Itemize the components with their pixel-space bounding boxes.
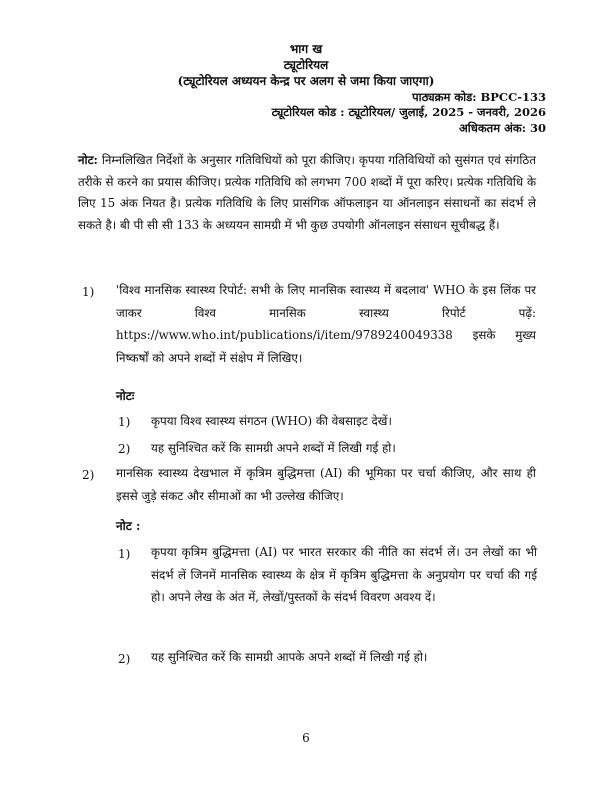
tutorial-heading: ट्यूटोरियल [283, 58, 329, 72]
intro-note-text: निम्नलिखित निर्देशों के अनुसार गतिविधियों को पूरा कीजिए। कृपया गतिविधियों को सुसंगत एवं संगठित तरीके से करने का प्रयास कीजिए। प्रत्येक गतिविधि को लगभग 700 शब्दों में पूरा करिए। प्रत्येक गतिविधि के लिए 15 अंक नियत है। प्रत्येक गतिविधि के लिए प्रासंगिक ऑफलाइन या ऑनलाइन संसाधनों का संदर्भ ले सकते है। बी पी सी सी 133 के अध्ययन सामग्री में भी कुछ उपयोगी ऑनलाइन संसाधन सूचीबद्ध हैं। [78, 153, 537, 232]
item-2-number: 2) [82, 468, 95, 482]
page-number: 6 [302, 731, 310, 745]
item-1-note-1-number: 1) [118, 415, 131, 429]
item-2-text: मानसिक स्वास्थ्य देखभाल में कृत्रिम बुद्धिमत्ता (AI) की भूमिका पर चर्चा कीजिए, और साथ ही इससे जुड़े संकट और सीमाओं का भी उल्लेख कीजिए। [116, 466, 536, 503]
item-2-note-2-number: 2) [118, 652, 131, 666]
max-marks: अधिकतम अंक: 30 [459, 121, 546, 135]
item-1-note-label: नोटः [116, 389, 135, 403]
item-2-note-1-number: 1) [118, 547, 131, 561]
item-1-note-2-number: 2) [118, 442, 131, 456]
item-2-note-1-text: कृपया कृत्रिम बुद्धिमत्ता (AI) पर भारत सरकार की नीति का संदर्भ लें। उन लेखों का भी संदर्भ लें जिनमें मानसिक स्वास्थ्य के क्षेत्र में कृत्रिम बुद्धिमत्ता के अनुप्रयोग पर चर्चा की गई हो। अपने लेख के अंत में, लेखों/पुस्तकों के संदर्भ विवरण अवश्य दें। [151, 545, 537, 604]
item-1-text: 'विश्व मानसिक स्वास्थ्य रिपोर्ट: सभी के लिए मानसिक स्वास्थ्य में बदलाव' WHO के इस लिंक पर जाकर विश्व मानसिक स्वास्थ्य रिपोर्ट पढ़ें: https://www.who.int/publications/i/item/9789240049338 इसके मुख्य निष्कर्षों को अपने शब्दों में संक्षेप में लिखिए। [116, 283, 536, 365]
intro-note [78, 150, 536, 236]
course-code: पाठ्यक्रम कोड: BPCC-133 [412, 90, 546, 104]
item-1-note-1-text: कृपया विश्व स्वास्थ्य संगठन (WHO) की वेबसाइट देखें। [151, 414, 392, 428]
item-2-note-label: नोट : [116, 519, 141, 533]
section-title: भाग ख [289, 42, 323, 56]
tutorial-code: ट्यूटोरियल कोड : ट्यूटोरियल/ जुलाई, 2025 - जनवरी, 2026 [271, 105, 546, 119]
intro-note-label: नोट: [78, 153, 98, 167]
item-2-note-2-text: यह सुनिश्चित करें कि सामग्री आपके अपने शब्दों में लिखी गई हो। [151, 650, 428, 664]
item-1-number: 1) [82, 285, 95, 299]
item-1-note-2-text: यह सुनिश्चित करें कि सामग्री अपने शब्दों में लिखी गई हो। [151, 441, 396, 455]
submission-instruction: (ट्यूटोरियल अध्ययन केन्द्र पर अलग से जमा किया जाएगा) [177, 74, 435, 88]
